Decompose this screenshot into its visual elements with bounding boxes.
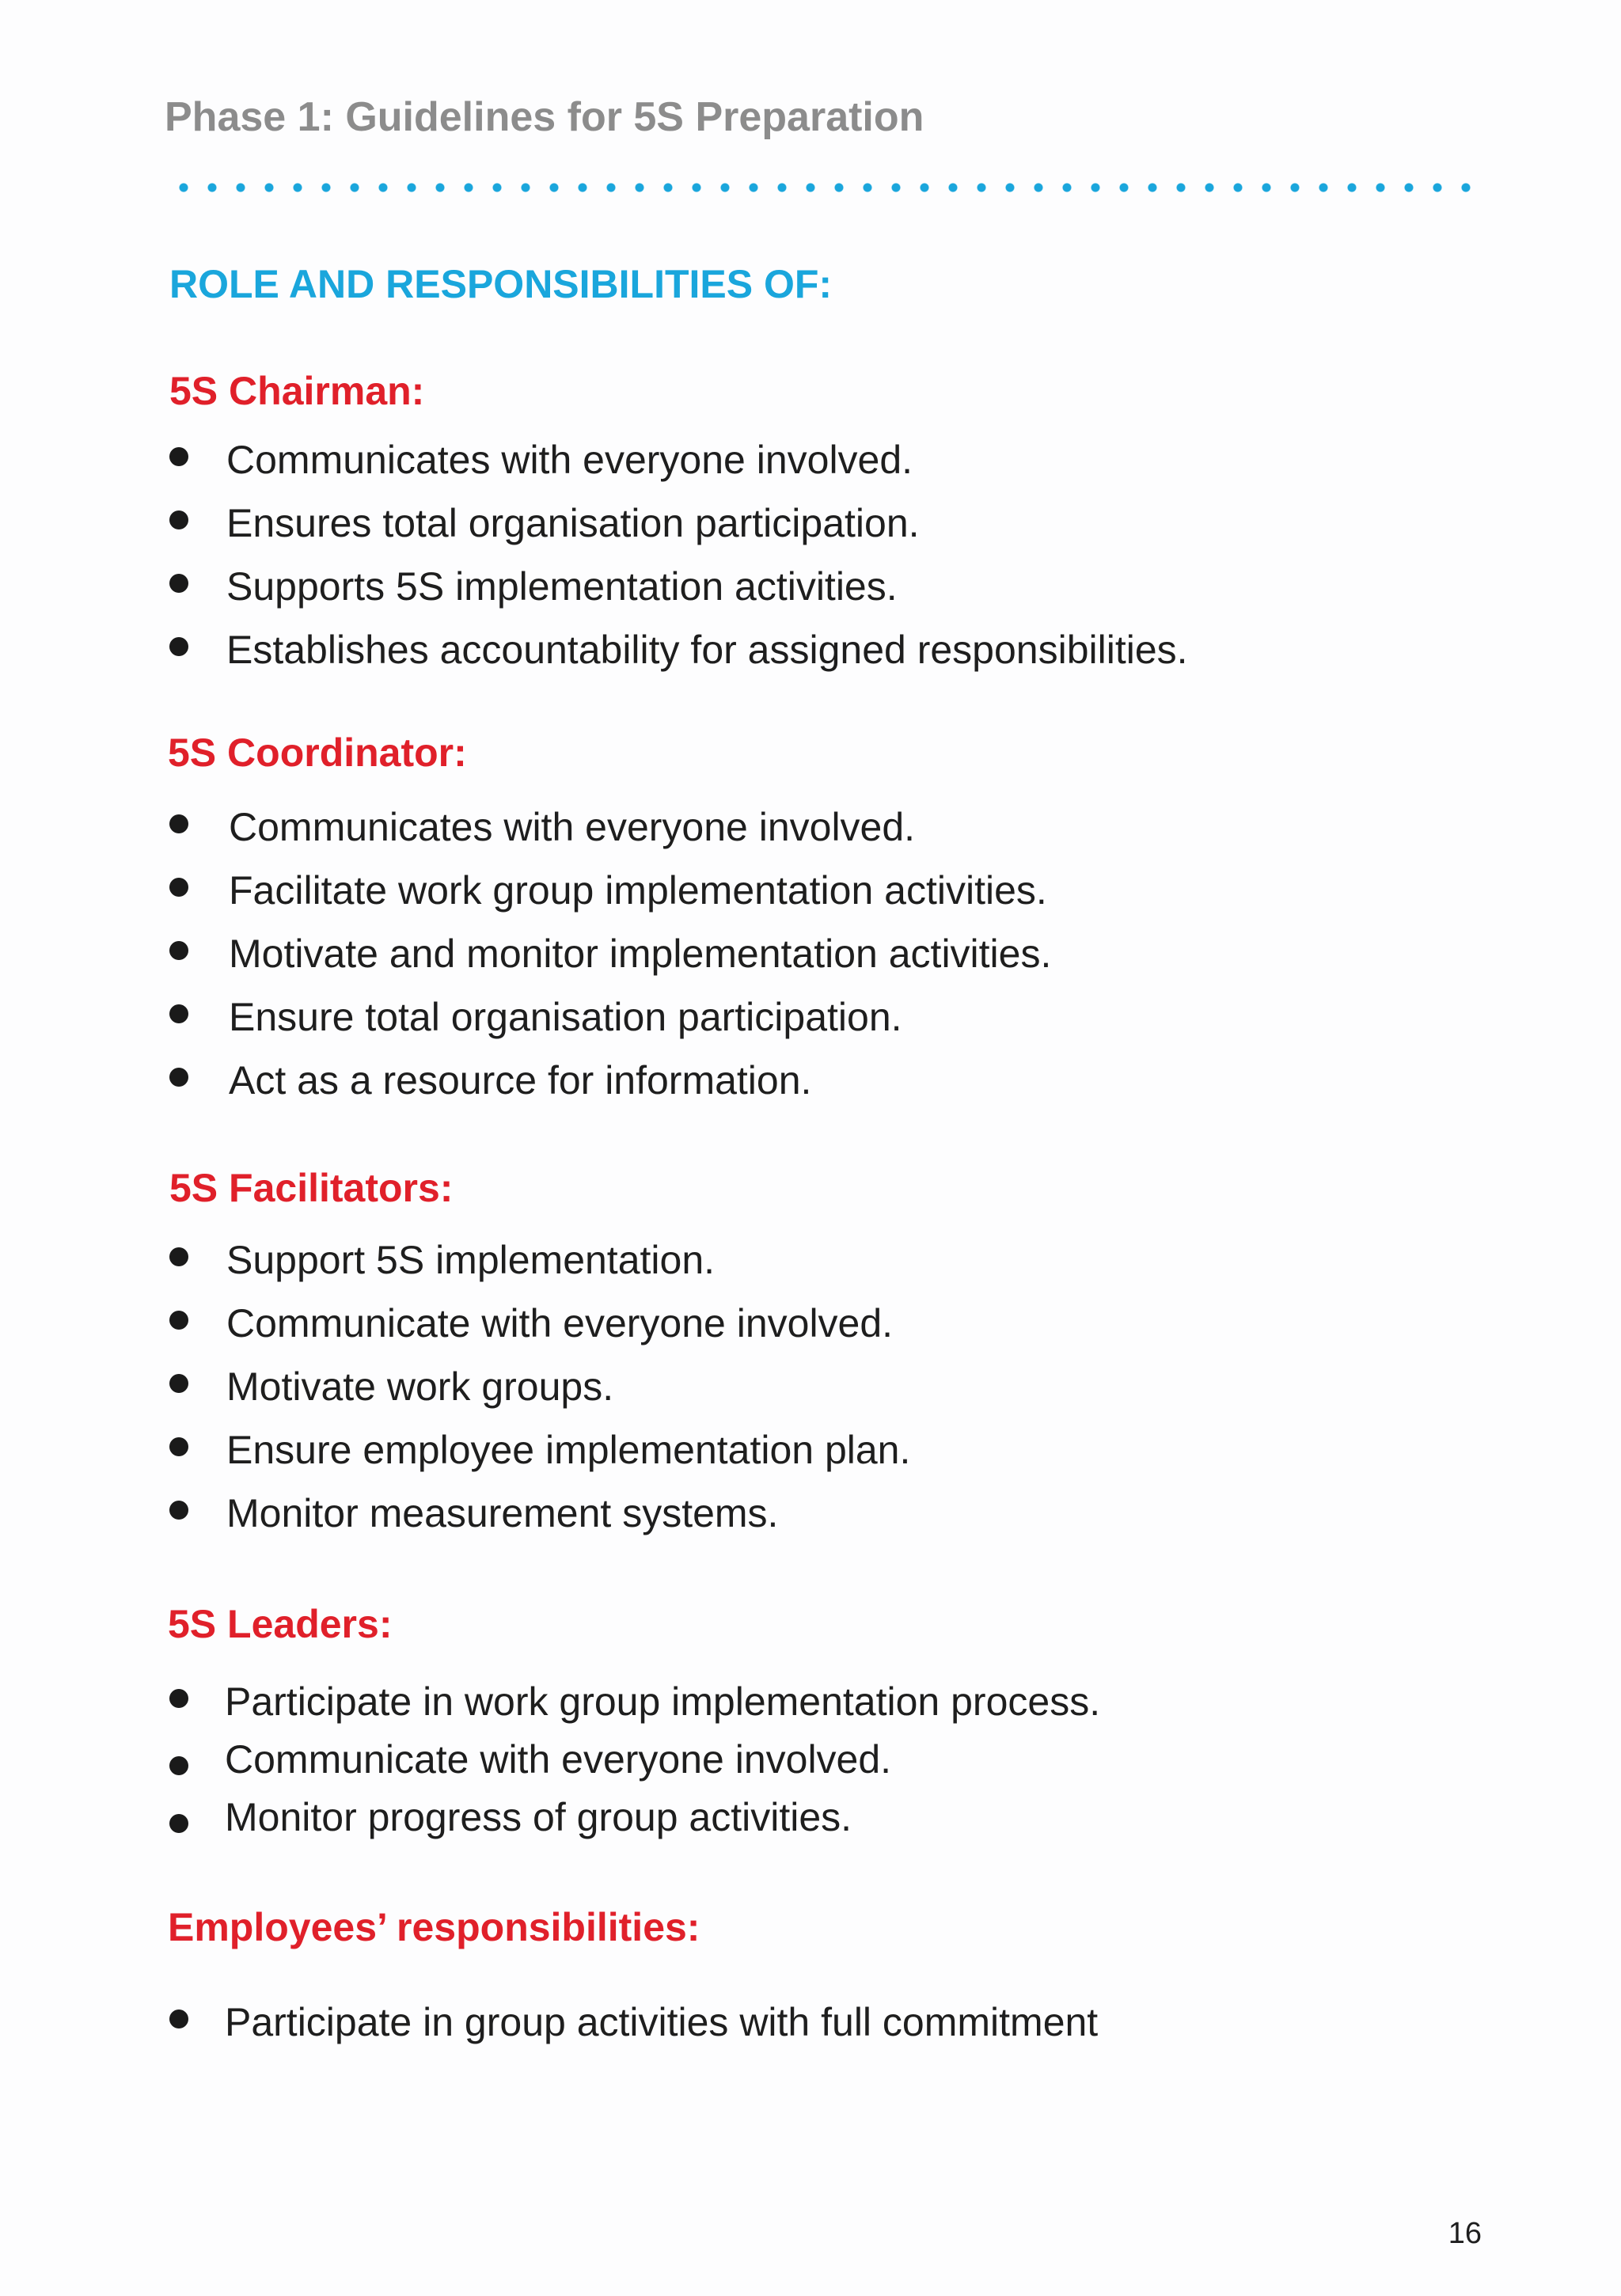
list-item: Motivate work groups.	[169, 1355, 910, 1418]
list-item: Act as a resource for information.	[169, 1049, 1051, 1112]
list-item: Monitor progress of group activities.	[169, 1788, 1100, 1846]
list-item: Communicates with everyone involved.	[169, 428, 1188, 491]
bullet-icon	[169, 447, 188, 466]
list-item: Establishes accountability for assigned responsibilities.	[169, 618, 1188, 681]
list-item: Support 5S implementation.	[169, 1228, 910, 1292]
bullet-icon	[169, 941, 188, 960]
role-heading-chairman: 5S Chairman:	[169, 369, 425, 413]
dotted-divider	[169, 182, 1482, 193]
list-item: Participate in group activities with full commitment	[169, 1990, 1098, 2054]
list-item: Motivate and monitor implementation activities.	[169, 922, 1051, 985]
bullet-icon	[169, 1437, 188, 1456]
bullet-icon	[169, 1374, 188, 1393]
bullet-icon	[169, 1501, 188, 1520]
list-item: Participate in work group implementation process.	[169, 1672, 1100, 1730]
list-item: Facilitate work group implementation activities.	[169, 859, 1051, 922]
facilitators-responsibilities-list	[169, 1228, 910, 1545]
employees-responsibilities-list	[169, 1990, 1098, 2054]
bullet-icon	[169, 1689, 188, 1708]
role-heading-coordinator: 5S Coordinator:	[168, 731, 467, 775]
role-heading-facilitators: 5S Facilitators:	[169, 1166, 454, 1210]
bullet-icon	[169, 2009, 188, 2028]
bullet-icon	[169, 1756, 188, 1775]
list-item: Communicates with everyone involved.	[169, 795, 1051, 859]
role-heading-leaders: 5S Leaders:	[168, 1602, 393, 1646]
chairman-responsibilities-list	[169, 428, 1188, 681]
list-item: Monitor measurement systems.	[169, 1482, 910, 1545]
list-item: Ensures total organisation participation.	[169, 491, 1188, 555]
bullet-icon	[169, 1068, 188, 1087]
role-heading-employees: Employees’ responsibilities:	[168, 1905, 700, 1949]
bullet-icon	[169, 1814, 188, 1833]
coordinator-responsibilities-list	[169, 795, 1051, 1112]
bullet-icon	[169, 1247, 188, 1266]
bullet-icon	[169, 1004, 188, 1023]
list-item: Communicate with everyone involved.	[169, 1730, 1100, 1788]
bullet-icon	[169, 814, 188, 833]
list-item: Communicate with everyone involved.	[169, 1292, 910, 1355]
bullet-icon	[169, 878, 188, 897]
list-item: Ensure employee implementation plan.	[169, 1418, 910, 1482]
leaders-responsibilities-list	[169, 1672, 1100, 1846]
section-title: ROLE AND RESPONSIBILITIES OF:	[169, 262, 833, 306]
bullet-icon	[169, 510, 188, 529]
list-item: Ensure total organisation participation.	[169, 985, 1051, 1049]
bullet-icon	[169, 637, 188, 656]
bullet-icon	[169, 574, 188, 593]
page-number: 16	[1448, 2217, 1482, 2250]
bullet-icon	[169, 1311, 188, 1330]
running-header: Phase 1: Guidelines for 5S Preparation	[165, 94, 924, 140]
list-item: Supports 5S implementation activities.	[169, 555, 1188, 618]
